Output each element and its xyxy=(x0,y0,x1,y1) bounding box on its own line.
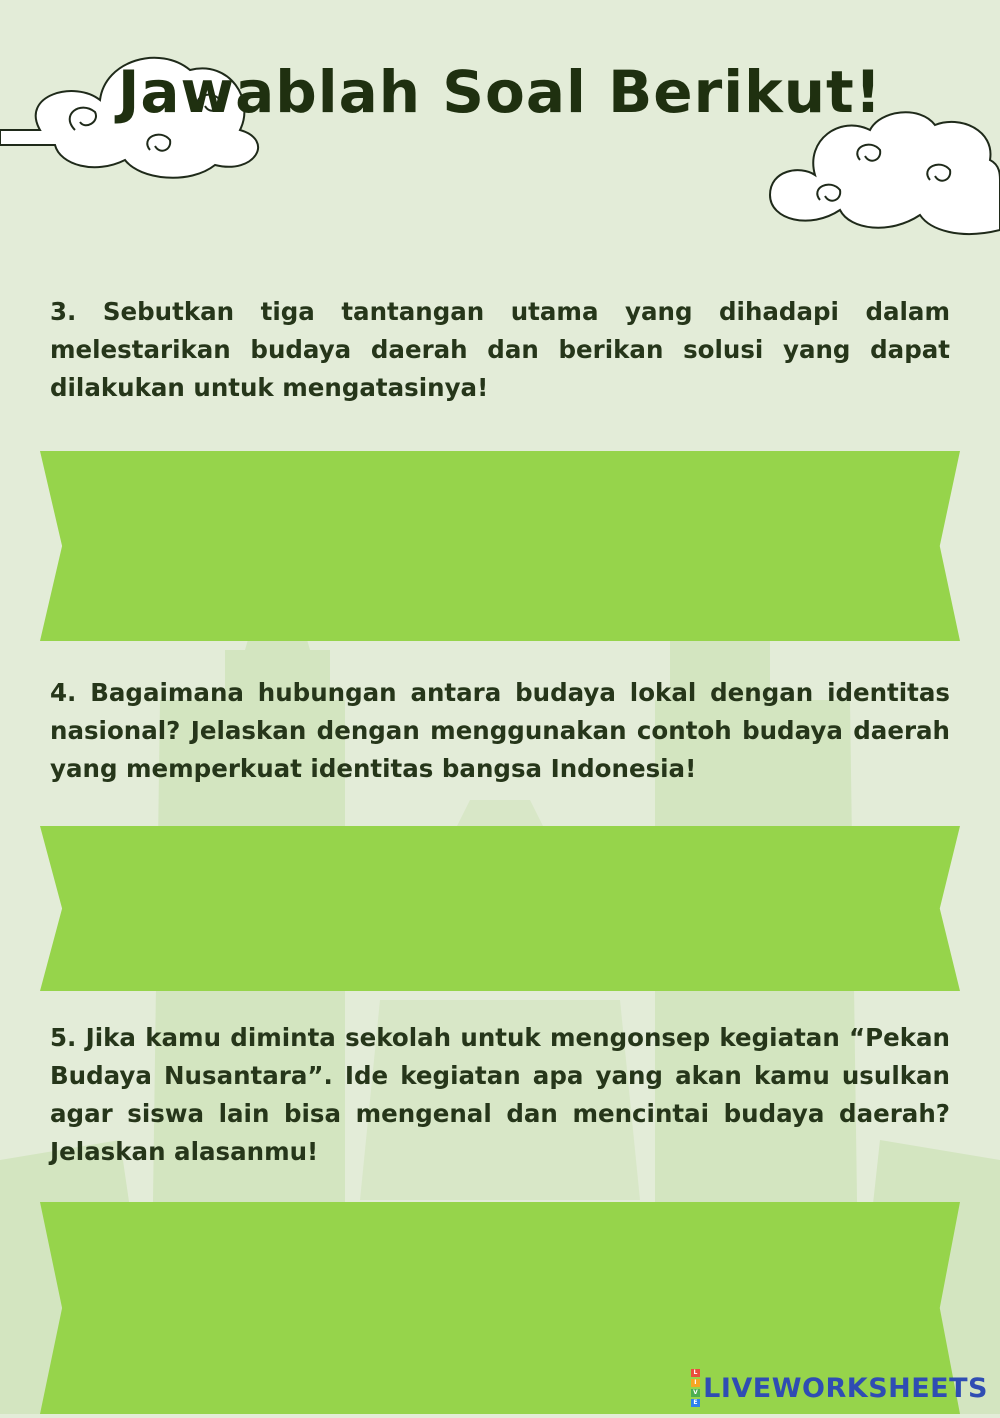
page-title: Jawablah Soal Berikut! xyxy=(117,58,883,126)
logo-letter-v: V xyxy=(693,1389,699,1396)
answer-box-4[interactable] xyxy=(40,826,960,991)
liveworksheets-brand[interactable] xyxy=(691,1368,988,1408)
answer-box-3[interactable] xyxy=(40,451,960,641)
logo-letter-i: I xyxy=(691,1379,700,1387)
answer-input-4[interactable] xyxy=(40,826,960,991)
question-4-text: 4. Bagaimana hubungan antara budaya lokal dengan identitas nasional? Jelaskan dengan menggunakan contoh budaya daerah yang memperkuat identitas bangsa Indonesia! xyxy=(50,678,950,783)
logo-letter-l: L xyxy=(691,1369,700,1377)
question-3-text: 3. Sebutkan tiga tantangan utama yang dihadapi dalam melestarikan budaya daerah dan berikan solusi yang dapat dilakukan untuk mengatasinya! xyxy=(50,297,950,402)
question-5-text: 5. Jika kamu diminta sekolah untuk mengonsep kegiatan “Pekan Budaya Nusantara”. Ide kegiatan apa yang akan kamu usulkan agar siswa lain bisa mengenal dan mencintai budaya daerah? Jelaskan alasanmu! xyxy=(50,1023,950,1166)
answer-input-3[interactable] xyxy=(40,451,960,641)
brand-text: LIVEWORKSHEETS xyxy=(703,1372,988,1404)
logo-letter-e: E xyxy=(691,1399,700,1407)
cloud-top-right xyxy=(770,112,1000,234)
liveworksheets-logo-icon xyxy=(691,1368,700,1408)
